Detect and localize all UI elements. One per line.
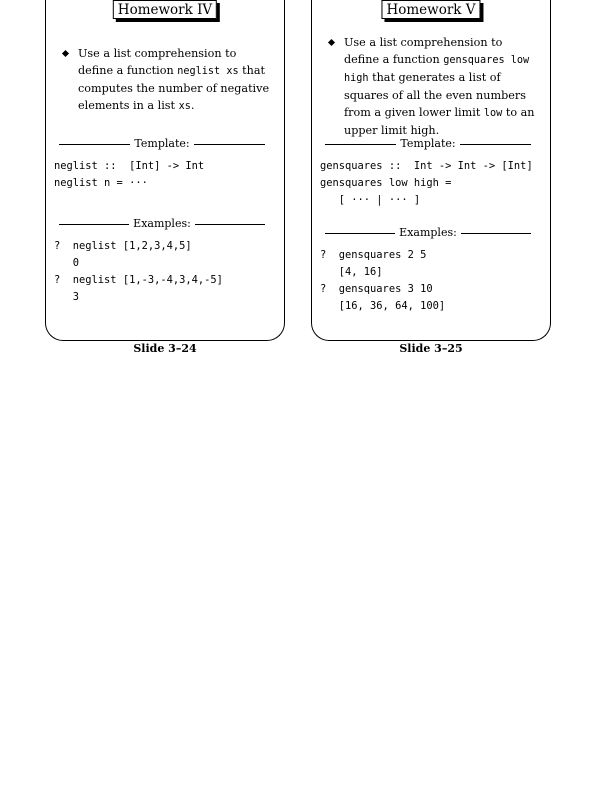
code-line: ? gensquares 2 5 — [320, 249, 427, 261]
code-line: [ ··· | ··· ] — [320, 194, 421, 206]
task-text: Use a list comprehension to define a function gensquares low high that generates a list of squares of all the even numbers from a given lower limit low to an upper limit high. — [344, 36, 535, 137]
template-code — [54, 158, 204, 192]
template-heading: Template: — [325, 137, 531, 151]
code-line: ? neglist [1,-3,-4,3,4,-5] — [54, 274, 223, 286]
code-line: [4, 16] — [320, 266, 383, 278]
slide-homework-v — [311, 0, 551, 355]
slide-homework-iv — [45, 0, 285, 355]
code-line: 3 — [54, 291, 80, 303]
template-heading: Template: — [59, 137, 265, 151]
template-code — [320, 158, 533, 209]
code-line: neglist n = ··· — [54, 177, 148, 189]
task-text: Use a list comprehension to define a function neglist xs that computes the number of negative elements in a list xs. — [78, 47, 270, 112]
examples-heading: Examples: — [59, 217, 265, 231]
code-line: neglist :: [Int] -> Int — [54, 160, 205, 172]
task-bullet — [329, 34, 539, 139]
code-line: 0 — [54, 257, 80, 269]
slide-caption: Slide 3–24 — [133, 342, 197, 355]
slide-caption: Slide 3–25 — [399, 342, 463, 355]
code-line: ? gensquares 3 10 — [320, 283, 433, 295]
examples-heading: Examples: — [325, 226, 531, 240]
task-bullet — [63, 45, 273, 115]
code-line: gensquares :: Int -> Int -> [Int] — [320, 160, 533, 172]
slide-title: Homework IV — [113, 0, 217, 19]
code-line: [16, 36, 64, 100] — [320, 300, 446, 312]
examples-code — [54, 238, 223, 306]
slide-title: Homework V — [381, 0, 480, 19]
code-line: ? neglist [1,2,3,4,5] — [54, 240, 192, 252]
code-line: gensquares low high = — [320, 177, 452, 189]
examples-code — [320, 247, 445, 315]
